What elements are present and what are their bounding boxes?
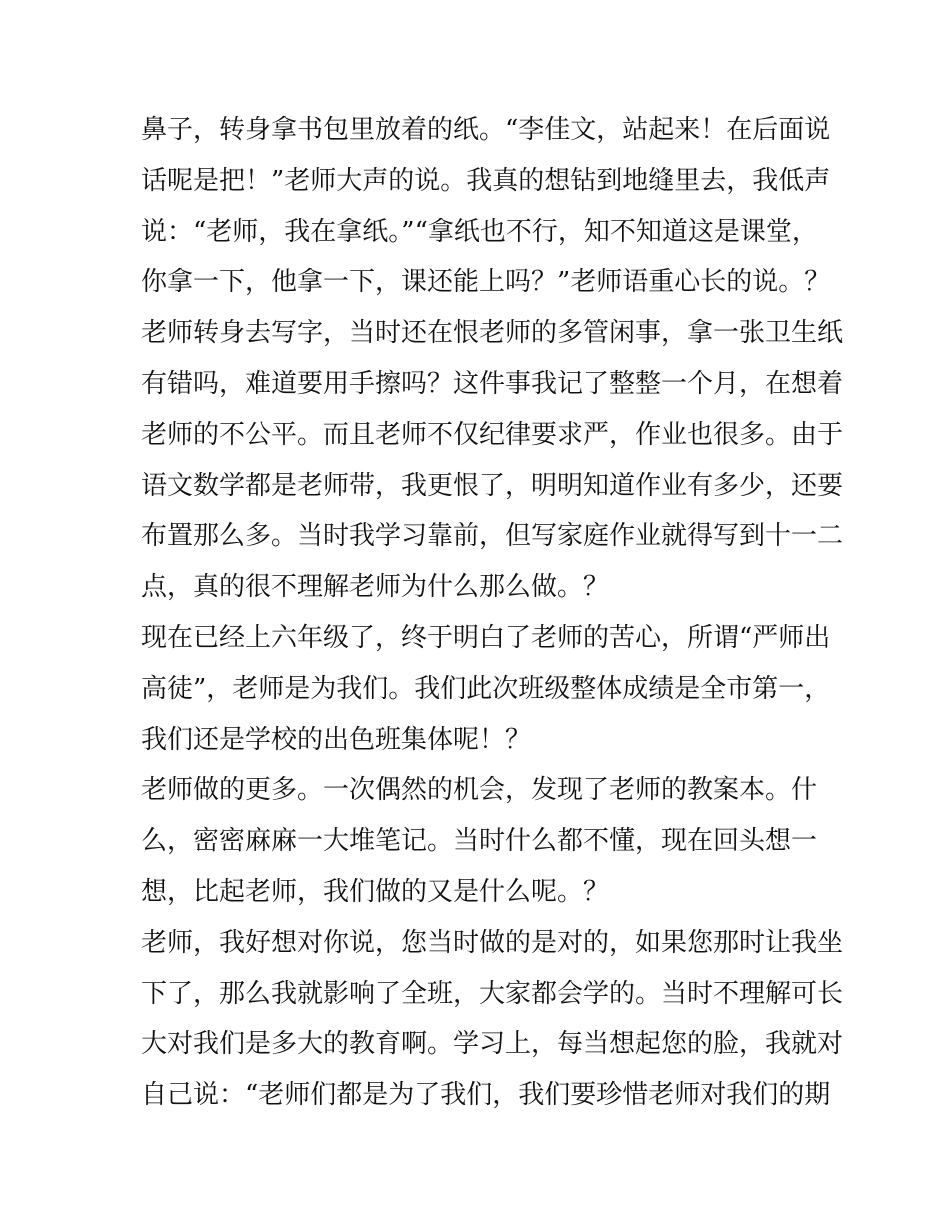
- text-line-14: 老师做的更多。一次偶然的机会，发现了老师的教案本。什: [141, 775, 818, 806]
- essay-text: [141, 105, 844, 1121]
- text-line-6: 有错吗，难道要用手擦吗？这件事我记了整整一个月，在想着: [141, 368, 844, 399]
- text-line-12: 高徒”，老师是为我们。我们此次班级整体成绩是全市第一，: [141, 673, 831, 704]
- text-line-19: 大对我们是多大的教育啊。学习上，每当想起您的脸，我就对: [141, 1029, 844, 1060]
- text-line-7: 老师的不公平。而且老师不仅纪律要求严，作业也很多。由于: [141, 419, 844, 450]
- text-line-4: 你拿一下，他拿一下，课还能上吗？”老师语重心长的说。？: [141, 267, 831, 298]
- text-line-16: 想，比起老师，我们做的又是什么呢。？: [141, 876, 610, 907]
- text-line-5: 老师转身去写字，当时还在恨老师的多管闲事，拿一张卫生纸: [141, 318, 844, 349]
- text-line-2: 话呢是把！”老师大声的说。我真的想钻到地缝里去，我低声: [141, 165, 831, 196]
- text-line-9: 布置那么多。当时我学习靠前，但写家庭作业就得写到十一二: [141, 521, 844, 552]
- text-line-15: 么，密密麻麻一大堆笔记。当时什么都不懂，现在回头想一: [141, 826, 818, 857]
- text-line-1: 鼻子，转身拿书包里放着的纸。“李佳文，站起来！在后面说: [141, 115, 831, 145]
- text-line-3: 说：“老师，我在拿纸。”“拿纸也不行，知不知道这是课堂，: [141, 216, 818, 247]
- text-line-17: 老师，我好想对你说，您当时做的是对的，如果您那时让我坐: [141, 927, 844, 958]
- text-line-13: 我们还是学校的出色班集体呢！？: [141, 724, 532, 755]
- text-line-20: 自己说：“老师们都是为了我们，我们要珍惜老师对我们的期: [141, 1080, 831, 1111]
- text-line-11: 现在已经上六年级了，终于明白了老师的苦心，所谓“严师出: [141, 622, 831, 653]
- text-line-10: 点，真的很不理解老师为什么那么做。？: [141, 572, 610, 603]
- text-line-8: 语文数学都是老师带，我更恨了，明明知道作业有多少，还要: [141, 470, 844, 501]
- text-line-18: 下了，那么我就影响了全班，大家都会学的。当时不理解可长: [141, 978, 844, 1009]
